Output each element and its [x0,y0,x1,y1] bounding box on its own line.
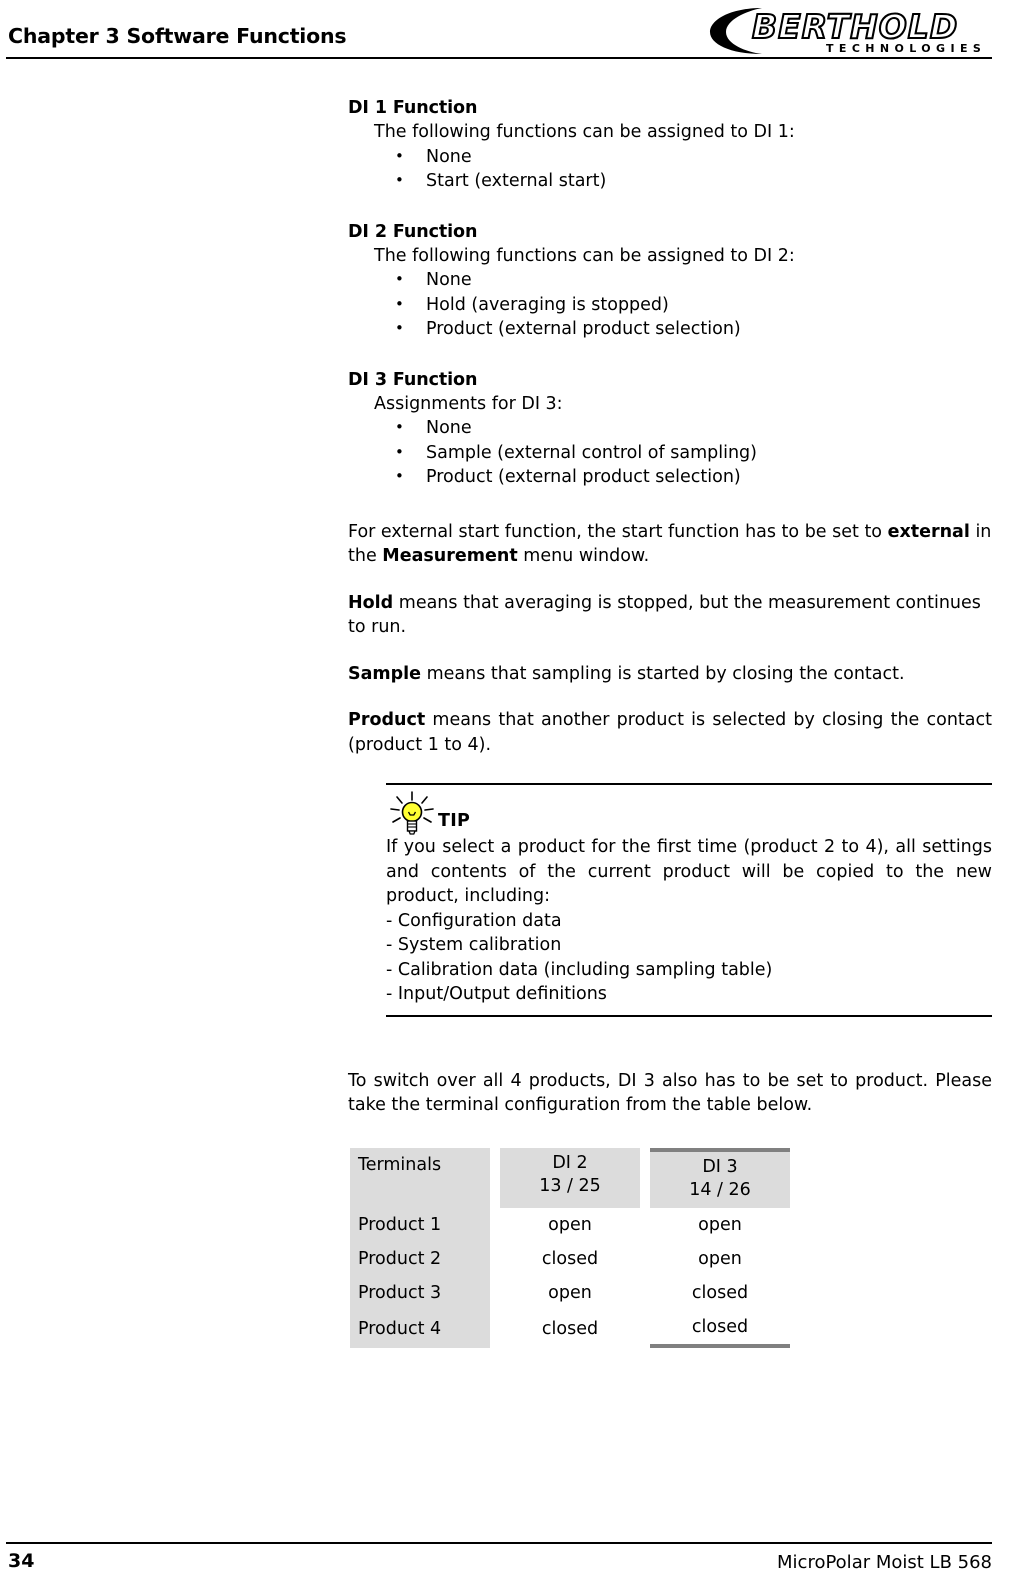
section-heading: DI 2 Function [348,221,478,242]
section-intro: Assignments for DI 3: [374,393,563,414]
footer-product-name: MicroPolar Moist LB 568 [777,1552,992,1573]
spacer [348,342,992,368]
section-heading: DI 3 Function [348,369,478,390]
list-item: • Product (external product selection) [374,465,992,490]
page-header [0,0,1010,62]
list-item: • None [374,416,992,441]
paragraph-sample [348,662,992,687]
emphasis-product: Product [348,710,426,730]
column-gap [490,1208,500,1242]
section-intro: The following functions can be assigned to DI 1: [374,122,795,142]
paragraph-text: means that another product is selected by closing the contact (product 1 to 4). [348,710,992,755]
list-item: • None [374,145,992,170]
cell-di2: closed [541,1318,599,1339]
paragraph-switch-over: To switch over all 4 products, DI 3 also has to be set to product. Please take the terminal configuration from the table below. [348,1070,992,1115]
section-bullet-list [374,268,992,342]
table-header-di3 [650,1148,790,1208]
paragraph-external-start [348,520,992,569]
page-number: 34 [8,1550,35,1572]
paragraph-text: means that sampling is started by closing the contact. [421,663,905,684]
paragraph-text: in the [348,521,992,566]
document-content [348,96,992,1348]
column-gap [640,1148,650,1208]
list-item: • Product (external product selection) [374,317,992,342]
section-di-1 [348,96,992,194]
row-label: Product 2 [350,1242,490,1276]
spacer [348,686,992,708]
row-label: Product 3 [350,1276,490,1310]
table-row [350,1242,790,1276]
table-row [350,1276,790,1310]
tip-list-item: - Configuration data [386,910,562,931]
cell-di3: open [698,1248,742,1269]
terminal-configuration-table [350,1148,790,1348]
tip-label: TIP [438,811,471,831]
column-gap [640,1276,650,1310]
tip-callout-box [386,783,992,1017]
cell-di2: closed [541,1248,599,1269]
spacer [348,1047,992,1069]
chapter-title: Chapter 3 Software Functions [8,24,347,48]
tip-list-item: - System calibration [386,935,562,955]
header-divider [6,57,992,59]
paragraph-text: means that averaging is stopped, but the measurement continues to run. [348,592,981,637]
footer-divider [6,1542,992,1544]
section-heading: DI 1 Function [348,98,478,118]
tip-header [386,791,992,835]
table-row [350,1310,790,1348]
cell-di2: open [548,1282,592,1303]
emphasis-sample: Sample [348,663,422,684]
spacer [348,640,992,662]
cell-di2: open [548,1214,592,1235]
list-item: • Hold (averaging is stopped) [374,293,992,318]
column-gap [640,1310,650,1348]
table-header-di2-title: DI 2 [552,1152,588,1173]
svg-text:TECHNOLOGIES: TECHNOLOGIES [826,42,987,55]
table-header-terminals: Terminals [350,1148,490,1208]
column-gap [640,1242,650,1276]
column-gap [490,1242,500,1276]
lightbulb-icon [386,791,438,837]
spacer [348,1017,992,1047]
section-bullet-list [374,416,992,490]
list-item: • Sample (external control of sampling) [374,441,992,466]
column-gap [490,1148,500,1208]
section-di-3 [348,368,992,490]
table-header-di2-terminals: 13 / 25 [539,1175,601,1196]
section-di-2 [348,220,992,342]
row-label: Product 4 [350,1310,490,1348]
paragraph-product [348,708,992,757]
paragraph-hold [348,591,992,640]
column-gap [490,1310,500,1348]
emphasis-external: external [887,521,970,542]
table-header-row [350,1148,790,1208]
spacer [348,194,992,220]
spacer [348,757,992,783]
spacer [348,1118,992,1148]
list-item: • Start (external start) [374,169,992,194]
table-row [350,1208,790,1242]
cell-di3: open [698,1214,742,1235]
section-bullet-list [374,145,992,194]
tip-list-item: - Input/Output definitions [386,984,607,1004]
paragraph-text: menu window. [517,546,650,566]
tip-body-text: If you select a product for the first time (product 2 to 4), all settings and contents of the current product will be copied to the new product, including: [386,837,992,906]
row-label: Product 1 [350,1208,490,1242]
spacer [348,490,992,520]
berthold-technologies-logo [700,4,1000,56]
emphasis-hold: Hold [348,592,394,613]
table-header-di3-title: DI 3 [702,1156,738,1177]
column-gap [640,1208,650,1242]
page-footer [0,1536,1010,1596]
column-gap [490,1276,500,1310]
spacer [348,569,992,591]
cell-di3: closed [650,1310,790,1348]
list-item: • None [374,268,992,293]
tip-list-item: - Calibration data (including sampling table) [386,959,773,980]
svg-text:BERTHOLD: BERTHOLD [752,7,959,46]
table-header-di2 [500,1148,640,1208]
emphasis-measurement: Measurement [382,546,518,566]
cell-di3: closed [691,1282,749,1303]
paragraph-text: For external start function, the start function has to be set to [348,521,888,542]
table-header-di3-terminals: 14 / 26 [689,1179,751,1200]
section-intro: The following functions can be assigned to DI 2: [374,245,795,266]
